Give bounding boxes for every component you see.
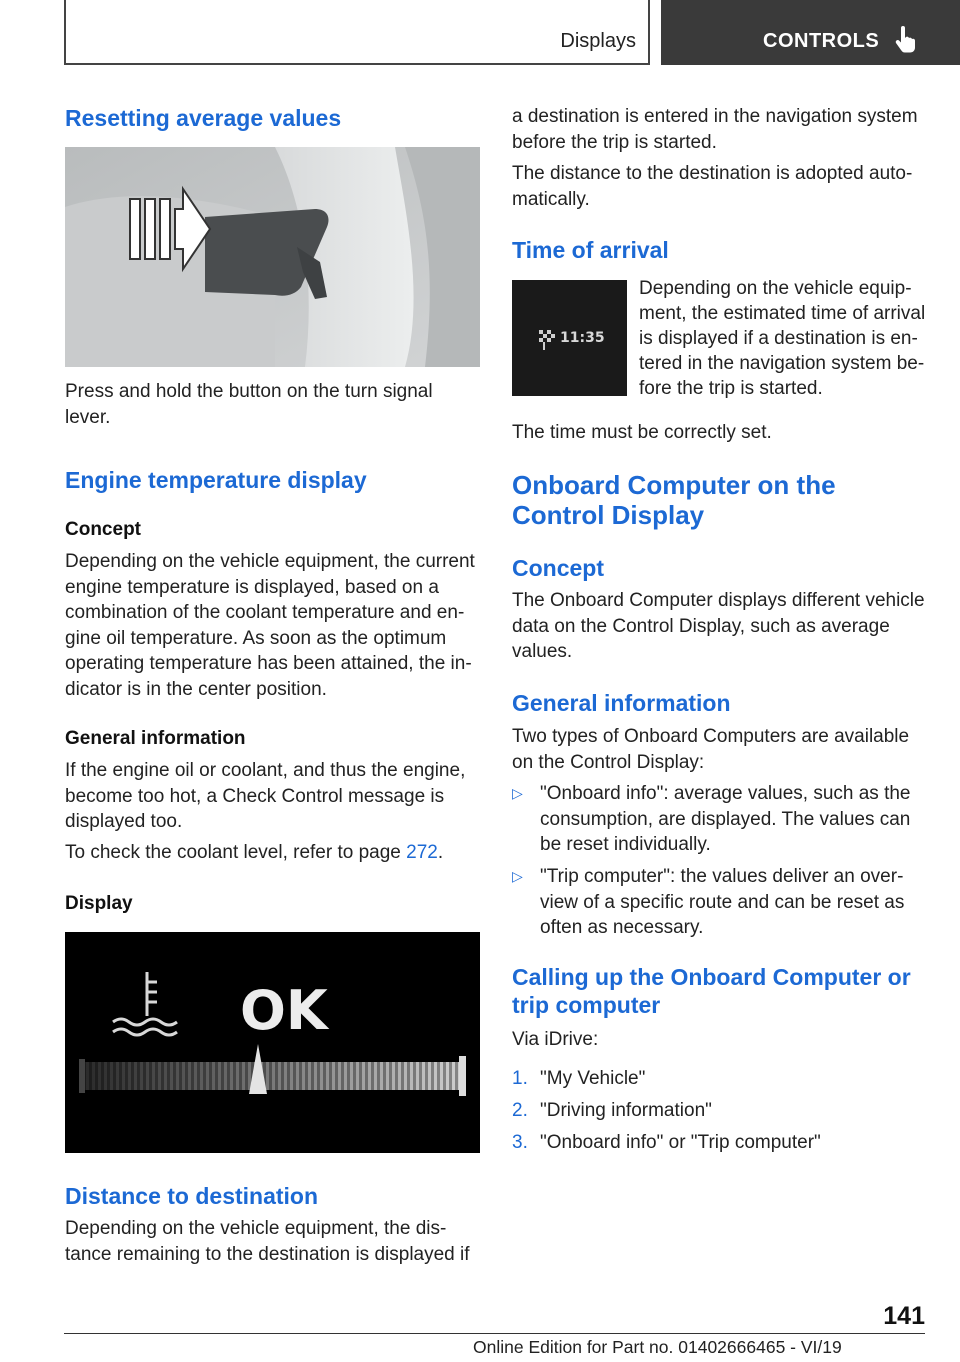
list-item bbox=[512, 1066, 932, 1092]
header-chapter-box bbox=[661, 0, 960, 65]
step-number: 3. bbox=[512, 1132, 528, 1153]
step-number: 2. bbox=[512, 1100, 528, 1121]
time-set-paragraph: The time must be correctly set. bbox=[512, 422, 772, 443]
page-number: 141 bbox=[883, 1302, 925, 1330]
ok-status-label: OK bbox=[240, 979, 328, 1042]
list-item bbox=[512, 1130, 932, 1156]
bullet-text: "Trip computer": the values deliver an overview of a specific route and can be reset as often as necessary. bbox=[540, 866, 905, 938]
distance-paragraph: Depending on the vehicle equipment, the distance remaining to the destination is displayed if bbox=[65, 1218, 470, 1265]
triangle-bullet-icon: ▷ bbox=[512, 785, 523, 801]
engine-temp-heading: Engine temperature display bbox=[65, 467, 367, 493]
onboard-concept-paragraph: The Onboard Computer displays different vehicle data on the Control Display, such as average values. bbox=[512, 590, 925, 662]
header-chapter-title: CONTROLS bbox=[763, 30, 880, 52]
turn-signal-lever-illustration bbox=[65, 147, 480, 367]
resetting-heading: Resetting average values bbox=[65, 105, 342, 131]
display-subheading: Display bbox=[65, 893, 133, 914]
concept-subheading: Concept bbox=[65, 519, 141, 540]
onboard-general-heading: General information bbox=[512, 690, 731, 716]
onboard-general-paragraph: Two types of Onboard Computers are available on the Control Display: bbox=[512, 726, 910, 773]
onboard-computer-heading: Onboard Computer on the Control Display bbox=[512, 470, 836, 530]
arrival-time-display-image bbox=[512, 280, 627, 396]
list-item bbox=[512, 1098, 932, 1124]
step-text: "My Vehicle" bbox=[540, 1068, 646, 1089]
coolant-reference-end: . bbox=[437, 842, 444, 863]
via-idrive-text: Via iDrive: bbox=[512, 1029, 599, 1050]
step-text: "Onboard info" or "Trip computer" bbox=[540, 1132, 821, 1153]
footer-edition: Online Edition for Part no. 01402666465 - VI/19 bbox=[473, 1337, 842, 1357]
page-link-272[interactable]: 272 bbox=[406, 842, 438, 863]
header-section-title: Displays bbox=[560, 30, 636, 52]
step-text: "Driving information" bbox=[540, 1100, 712, 1121]
time-of-arrival-heading: Time of arrival bbox=[512, 237, 669, 263]
general-info-subheading: General information bbox=[65, 728, 246, 749]
distance-adopted-paragraph: The distance to the destination is adopted automatically. bbox=[512, 163, 913, 210]
calling-up-heading: Calling up the Onboard Computer or trip computer bbox=[512, 964, 911, 1018]
triangle-bullet-icon: ▷ bbox=[512, 868, 523, 884]
footer-divider bbox=[64, 1333, 925, 1334]
list-item bbox=[512, 864, 932, 944]
header-section-box bbox=[64, 0, 650, 65]
step-number: 1. bbox=[512, 1068, 528, 1089]
bullet-text: "Onboard info": average values, such as the consumption, are displayed. The values can be reset individually. bbox=[540, 783, 911, 855]
concept-paragraph: Depending on the vehicle equipment, the current engine temperature is displayed, based on a combination of the coolant temperature and engine oil temperature. As soon as the optimum operating temperature has been attained, the indicator is in the center position. bbox=[65, 551, 475, 700]
coolant-reference-text: To check the coolant level, refer to page bbox=[65, 842, 407, 863]
list-item bbox=[512, 781, 932, 861]
distance-heading: Distance to destination bbox=[65, 1183, 319, 1209]
reset-instruction: Press and hold the button on the turn signal lever. bbox=[65, 381, 433, 428]
pointing-hand-icon bbox=[895, 26, 919, 54]
distance-paragraph-continued: a destination is entered in the navigation system before the trip is started. bbox=[512, 106, 918, 153]
arrival-time-readout: 11:35 bbox=[560, 330, 605, 346]
engine-temp-display-image bbox=[65, 932, 480, 1153]
arrival-paragraph: Depending on the vehicle equipment, the estimated time of arrival is displayed if a destination is entered in the navigation system before the trip is started. bbox=[639, 278, 926, 399]
onboard-concept-heading: Concept bbox=[512, 555, 604, 581]
general-info-paragraph: If the engine oil or coolant, and thus the engine, become too hot, a Check Control message is displayed too. bbox=[65, 760, 466, 832]
coolant-reference bbox=[65, 840, 485, 866]
